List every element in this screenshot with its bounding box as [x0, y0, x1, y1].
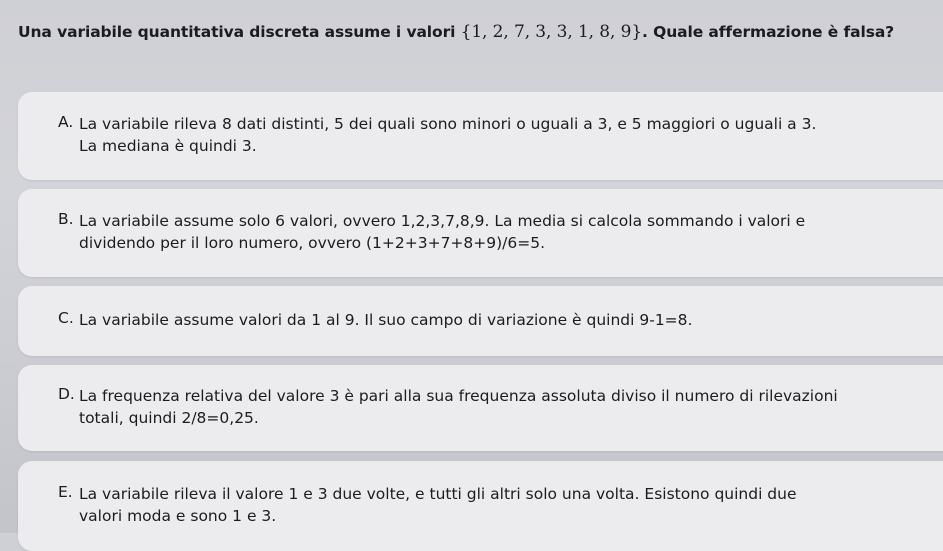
answer-option-c[interactable] — [18, 286, 943, 356]
answer-option-b[interactable] — [18, 189, 943, 277]
answer-option-a[interactable] — [18, 92, 943, 180]
option-text: La variabile rileva il valore 1 e 3 due volte, e tutti gli altri solo una volta. Esistono quindi due valori moda e sono 1 e 3. — [79, 485, 797, 525]
option-text: La variabile assume solo 6 valori, ovvero 1,2,3,7,8,9. La media si calcola sommando i valori e dividendo per il loro numero, ovvero (1+2+3+7+8+9)/6=5. — [79, 212, 806, 252]
option-letter: B. — [58, 210, 74, 228]
option-text: La frequenza relativa del valore 3 è pari alla sua frequenza assoluta diviso il numero di rilevazioni totali, quindi 2/8=0,25. — [79, 387, 838, 427]
question-value-set: {1, 2, 7, 3, 3, 1, 8, 9} — [460, 22, 643, 42]
option-letter: E. — [58, 483, 73, 501]
question-suffix: . Quale affermazione è falsa? — [642, 23, 895, 41]
option-letter: A. — [58, 113, 74, 131]
answer-option-d[interactable] — [18, 365, 943, 451]
answer-option-e[interactable] — [18, 461, 943, 551]
question-prefix: Una variabile quantitativa discreta assume i valori — [18, 23, 461, 41]
option-letter: C. — [58, 309, 74, 327]
question-text — [18, 22, 933, 42]
option-text: La variabile rileva 8 dati distinti, 5 dei quali sono minori o uguali a 3, e 5 maggiori o uguali a 3. La mediana è quindi 3. — [79, 115, 817, 155]
option-letter: D. — [58, 385, 75, 403]
option-text: La variabile assume valori da 1 al 9. Il suo campo di variazione è quindi 9-1=8. — [79, 311, 693, 329]
